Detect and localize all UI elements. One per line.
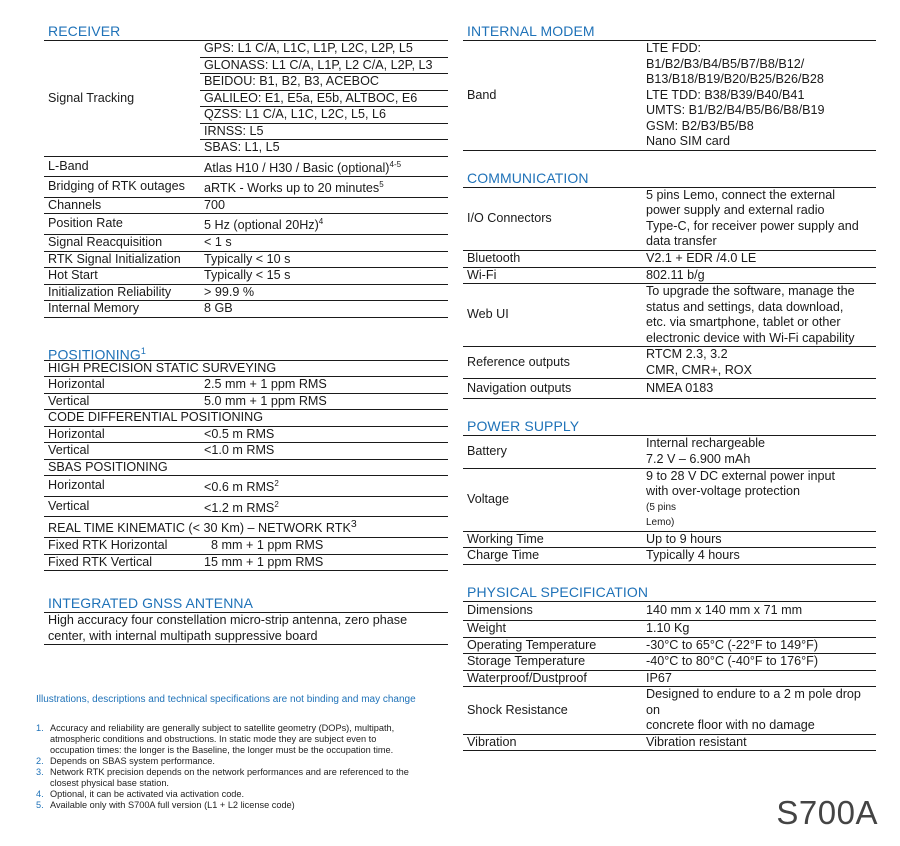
spec-key: Horizontal xyxy=(48,377,105,392)
spec-row xyxy=(44,235,448,252)
spec-row xyxy=(463,379,876,399)
spec-value: 5 pins Lemo, connect the external power supply and external radio Type-C, for receiver power supply and data transfer xyxy=(646,187,859,249)
spec-value: <0.6 m RMS$^2$ xyxy=(204,479,279,495)
spec-row xyxy=(463,347,876,379)
footnote: 4. Optional, it can be activated via activation code. xyxy=(36,789,245,799)
physical-table xyxy=(463,602,876,752)
spec-key: Navigation outputs xyxy=(467,380,572,395)
band-value: LTE FDD: B1/B2/B3/B4/B5/B7/B8/B12/ B13/B18/B19/B20/B25/B26/B28 LTE TDD: B38/B39/B40/B41 UMTS: B1/B2/B4/B5/B6/B8/B19 GSM: B2/B3/B5/B8 Nano SIM card xyxy=(646,41,825,148)
footnotes xyxy=(36,723,416,811)
spec-value: NMEA 0183 xyxy=(646,380,714,395)
modem-table xyxy=(463,41,876,151)
spec-key: Working Time xyxy=(467,531,544,546)
spec-row xyxy=(44,156,448,177)
signal-tracking-item: IRNSS: L5 xyxy=(204,123,264,138)
spec-key: Waterproof/Dustproof xyxy=(467,670,587,685)
spec-key: Web UI xyxy=(467,307,509,322)
antenna-row xyxy=(44,613,448,645)
spec-row xyxy=(463,251,876,268)
group-header xyxy=(44,517,448,538)
spec-row xyxy=(44,554,448,571)
signal-tracking-item: SBAS: L1, L5 xyxy=(204,140,280,154)
spec-value: 700 xyxy=(204,197,226,212)
group-header-text: CODE DIFFERENTIAL POSITIONING xyxy=(48,410,264,425)
spec-row xyxy=(463,687,876,735)
spec-value: 2.5 mm + 1 ppm RMS xyxy=(204,377,327,392)
footnote: 1. Accuracy and reliability are generally subject to satellite geometry (DOPs), multipath, atmospheric conditions and obstructions. In static mode they are subject even to occupation times: the longer is the Baseline, the longer must be the occupation time. xyxy=(36,723,395,755)
spec-key: Shock Resistance xyxy=(467,702,568,717)
spec-row xyxy=(463,654,876,671)
spec-key: Horizontal xyxy=(48,478,105,493)
spec-key: Vertical xyxy=(48,393,90,408)
receiver-title: RECEIVER xyxy=(44,22,448,41)
spec-key: Charge Time xyxy=(467,548,540,562)
spec-key: Storage Temperature xyxy=(467,654,586,668)
signal-tracking-item: QZSS: L1 C/A, L1C, L2C, L5, L6 xyxy=(204,107,387,121)
spec-key: Operating Temperature xyxy=(467,637,597,652)
band-row xyxy=(463,41,876,150)
signal-tracking-item: GLONASS: L1 C/A, L1P, L2 C/A, L2P, L3 xyxy=(204,57,433,72)
right-column xyxy=(463,22,876,751)
spec-value: 140 mm x 140 mm x 71 mm xyxy=(646,603,803,617)
positioning-table xyxy=(44,361,448,572)
spec-value: <1.0 m RMS xyxy=(204,443,275,458)
footnote: 2. Depends on SBAS system performance. xyxy=(36,756,215,766)
spec-key: Internal Memory xyxy=(48,301,139,316)
antenna-text: High accuracy four constellation micro-strip antenna, zero phase center, with internal multipath suppressive board xyxy=(48,613,408,643)
footnote: 3. Network RTK precision depends on the network performances and are referenced to the closest physical base station. xyxy=(36,767,409,788)
spec-row xyxy=(463,548,876,565)
spec-value: Designed to endure to a 2 m pole drop on concrete floor with no damage xyxy=(646,687,861,732)
spec-row xyxy=(44,268,448,285)
spec-row xyxy=(463,267,876,284)
signal-tracking-label: Signal Tracking xyxy=(48,90,135,105)
spec-key: Fixed RTK Vertical xyxy=(48,554,153,569)
spec-value: Up to 9 hours xyxy=(646,531,722,546)
spec-value: 15 mm + 1 ppm RMS xyxy=(204,554,324,569)
spec-value: V2.1 + EDR /4.0 LE xyxy=(646,251,757,265)
spec-value: 8 GB xyxy=(204,301,233,316)
spec-key: Vertical xyxy=(48,443,90,458)
receiver-table xyxy=(44,41,448,318)
spec-key: Battery xyxy=(467,444,507,458)
communication-title: COMMUNICATION xyxy=(463,169,876,188)
spec-row xyxy=(463,602,876,621)
group-header-text: SBAS POSITIONING xyxy=(48,459,168,474)
spec-value: Typically < 10 s xyxy=(204,251,291,266)
spec-key: Wi-Fi xyxy=(467,267,497,282)
spec-row xyxy=(463,531,876,548)
spec-value: Vibration resistant xyxy=(646,734,747,749)
spec-row xyxy=(463,670,876,687)
spec-key: Dimensions xyxy=(467,603,533,617)
signal-tracking-item: GALILEO: E1, E5a, E5b, ALTBOC, E6 xyxy=(204,90,418,105)
antenna-table xyxy=(44,613,448,645)
spec-key: Horizontal xyxy=(48,426,105,441)
spec-row xyxy=(44,426,448,443)
band-label: Band xyxy=(467,87,497,102)
spec-value: <1.2 m RMS$^2$ xyxy=(204,499,279,515)
spec-key: Bridging of RTK outages xyxy=(48,179,185,194)
spec-row xyxy=(44,393,448,410)
signal-tracking-item: BEIDOU: B1, B2, B3, ACEBOC xyxy=(204,74,379,88)
spec-value: > 99.9 % xyxy=(204,284,255,299)
spec-value: < 1 s xyxy=(204,235,232,250)
spec-row xyxy=(44,177,448,198)
spec-value: 8 mm + 1 ppm RMS xyxy=(204,538,324,553)
communication-table xyxy=(463,188,876,400)
spec-key: Position Rate xyxy=(48,216,123,231)
spec-row xyxy=(44,377,448,394)
footnote: 5. Available only with S700A full version (L1 + L2 license code) xyxy=(36,800,295,810)
spec-row xyxy=(44,197,448,214)
disclaimer: Illustrations, descriptions and technical specifications are not binding and may change xyxy=(36,694,416,705)
model-name: S700A xyxy=(776,794,878,831)
spec-key: RTK Signal Initialization xyxy=(48,251,181,266)
spec-row xyxy=(463,734,876,751)
spec-row xyxy=(463,436,876,468)
spec-value: Atlas H10 / H30 / Basic (optional)$^{4-5}$ xyxy=(204,159,402,175)
spec-row xyxy=(44,496,448,517)
spec-row xyxy=(44,476,448,497)
spec-key: Voltage xyxy=(467,491,510,506)
group-header xyxy=(44,459,448,476)
spec-value: 9 to 28 V DC external power input with over-voltage protection (5 pins Lemo) xyxy=(646,468,836,528)
spec-row xyxy=(44,301,448,318)
spec-row xyxy=(463,621,876,638)
positioning-title: POSITIONING$^1$ xyxy=(44,342,448,361)
signal-tracking-item: GPS: L1 C/A, L1C, L1P, L2C, L2P, L5 xyxy=(204,41,413,55)
signal-tracking-row xyxy=(44,41,448,57)
spec-key: Initialization Reliability xyxy=(48,284,172,299)
spec-key: Weight xyxy=(467,621,506,635)
antenna-title: INTEGRATED GNSS ANTENNA xyxy=(44,594,448,613)
spec-value: 5 Hz (optional 20Hz)$^4$ xyxy=(204,217,324,233)
spec-value: 802.11 b/g xyxy=(646,267,705,282)
spec-row xyxy=(44,251,448,268)
spec-key: Fixed RTK Horizontal xyxy=(48,538,168,553)
spec-row xyxy=(44,214,448,235)
power-title: POWER SUPPLY xyxy=(463,417,876,436)
spec-value: 1.10 Kg xyxy=(646,621,690,635)
group-header-text: HIGH PRECISION STATIC SURVEYING xyxy=(48,360,277,375)
spec-row xyxy=(463,468,876,531)
spec-key: L-Band xyxy=(48,158,89,173)
spec-value: Typically 4 hours xyxy=(646,548,740,562)
spec-key: Hot Start xyxy=(48,268,98,283)
spec-value: 5.0 mm + 1 ppm RMS xyxy=(204,393,327,408)
group-header xyxy=(44,361,448,377)
spec-value: aRTK - Works up to 20 minutes$^5$ xyxy=(204,180,384,196)
spec-row xyxy=(44,443,448,460)
group-header-text: REAL TIME KINEMATIC (< 30 Km) – NETWORK RTK$^3$ xyxy=(48,518,357,536)
spec-key: Channels xyxy=(48,197,102,212)
left-column xyxy=(44,22,448,645)
spec-value: To upgrade the software, manage the status and settings, data download, etc. via smartphone, tablet or other electronic device with Wi-Fi capability xyxy=(646,284,855,345)
power-table xyxy=(463,436,876,565)
spec-value: <0.5 m RMS xyxy=(204,426,275,441)
spec-value: Internal rechargeable 7.2 V – 6.900 mAh xyxy=(646,436,766,466)
modem-title: INTERNAL MODEM xyxy=(463,22,876,41)
spec-key: Vibration xyxy=(467,734,517,749)
spec-key: Vertical xyxy=(48,498,90,513)
spec-value: IP67 xyxy=(646,670,672,685)
spec-key: I/O Connectors xyxy=(467,211,552,225)
spec-row xyxy=(44,538,448,555)
spec-row xyxy=(463,188,876,251)
spec-value: -40°C to 80°C (-40°F to 176°F) xyxy=(646,654,819,668)
spec-row xyxy=(463,637,876,654)
spec-value: RTCM 2.3, 3.2 CMR, CMR+, ROX xyxy=(646,347,753,377)
spec-row xyxy=(44,284,448,301)
spec-value: -30°C to 65°C (-22°F to 149°F) xyxy=(646,637,819,652)
physical-title: PHYSICAL SPECIFICATION xyxy=(463,583,876,602)
spec-row xyxy=(463,284,876,347)
group-header xyxy=(44,410,448,427)
spec-key: Signal Reacquisition xyxy=(48,235,163,250)
spec-key: Bluetooth xyxy=(467,251,521,265)
spec-key: Reference outputs xyxy=(467,354,570,369)
spec-value: Typically < 15 s xyxy=(204,268,291,283)
